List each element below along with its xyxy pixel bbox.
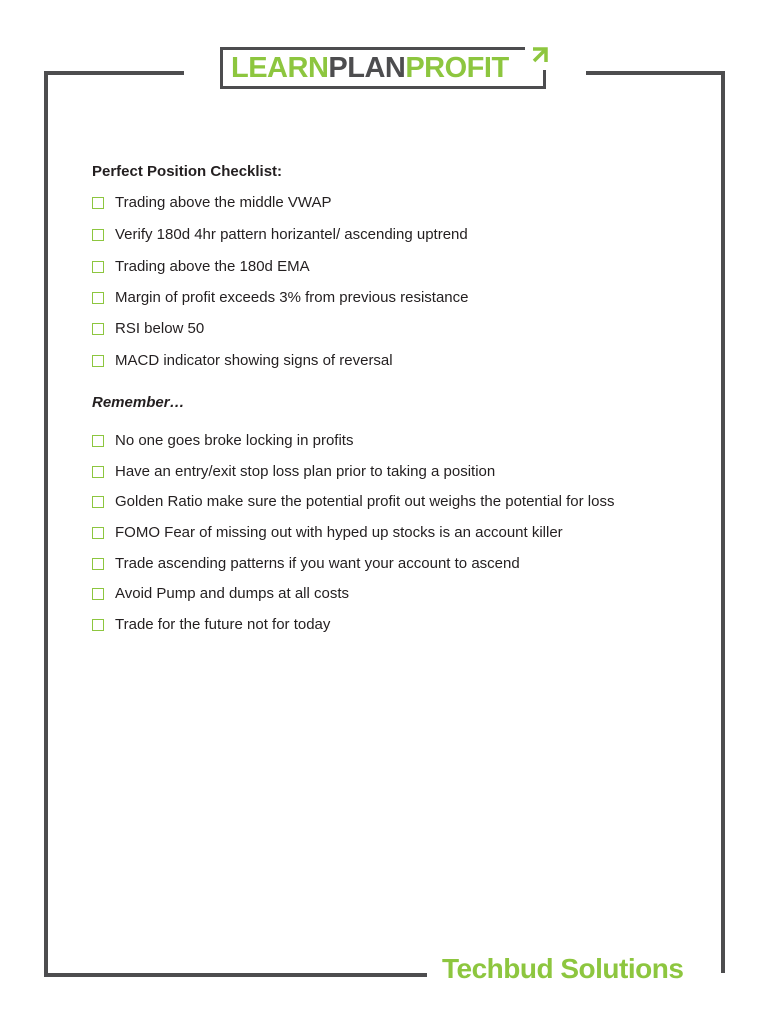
remember-item-label: Golden Ratio make sure the potential profit out weighs the potential for loss bbox=[115, 493, 615, 510]
frame-bottom bbox=[44, 973, 427, 977]
remember-item-label: Trade ascending patterns if you want your account to ascend bbox=[115, 555, 520, 572]
footer-brand: Techbud Solutions bbox=[442, 953, 684, 984]
checklist-item-label: MACD indicator showing signs of reversal bbox=[115, 352, 393, 369]
checkbox[interactable] bbox=[92, 261, 104, 273]
checklist-item[interactable] bbox=[92, 226, 468, 243]
frame-top-right bbox=[586, 71, 725, 75]
logo-plan: PLAN bbox=[328, 51, 406, 84]
frame-top-left bbox=[44, 71, 184, 75]
checkbox[interactable] bbox=[92, 558, 104, 570]
checkbox[interactable] bbox=[92, 197, 104, 209]
remember-item[interactable] bbox=[92, 555, 520, 572]
remember-item-label: Avoid Pump and dumps at all costs bbox=[115, 585, 350, 602]
remember-heading: Remember… bbox=[92, 394, 185, 411]
logo-learn: LEARN bbox=[231, 51, 329, 84]
checkbox[interactable] bbox=[92, 323, 104, 335]
remember-item[interactable] bbox=[92, 524, 563, 541]
logo-profit: PROFIT bbox=[405, 51, 509, 84]
remember-item[interactable] bbox=[92, 463, 495, 480]
remember-item[interactable] bbox=[92, 493, 614, 510]
checkbox[interactable] bbox=[92, 355, 104, 367]
checklist-item[interactable] bbox=[92, 320, 204, 337]
checkbox[interactable] bbox=[92, 435, 104, 447]
remember-item[interactable] bbox=[92, 585, 349, 602]
checkbox[interactable] bbox=[92, 229, 104, 241]
checklist-item-label: Verify 180d 4hr pattern horizantel/ ascending uptrend bbox=[115, 226, 468, 243]
checkbox[interactable] bbox=[92, 466, 104, 478]
remember-item[interactable] bbox=[92, 432, 353, 449]
logo bbox=[220, 47, 546, 89]
checkbox[interactable] bbox=[92, 496, 104, 508]
checklist-item-label: RSI below 50 bbox=[115, 320, 205, 337]
checklist-item[interactable] bbox=[92, 194, 332, 211]
logo-wordmark bbox=[231, 51, 509, 84]
checkbox[interactable] bbox=[92, 527, 104, 539]
remember-item-label: FOMO Fear of missing out with hyped up stocks is an account killer bbox=[115, 524, 563, 541]
checklist-heading: Perfect Position Checklist: bbox=[92, 163, 283, 180]
remember-item-label: Have an entry/exit stop loss plan prior to taking a position bbox=[115, 463, 496, 480]
frame-right bbox=[721, 71, 725, 973]
checkbox[interactable] bbox=[92, 588, 104, 600]
remember-item-label: Trade for the future not for today bbox=[115, 616, 331, 633]
remember-item[interactable] bbox=[92, 616, 330, 633]
remember-item-label: No one goes broke locking in profits bbox=[115, 432, 354, 449]
checklist-item-label: Trading above the middle VWAP bbox=[115, 194, 332, 211]
checklist-item[interactable] bbox=[92, 258, 310, 275]
checklist-item-label: Trading above the 180d EMA bbox=[115, 258, 310, 275]
frame-left bbox=[44, 71, 48, 977]
checklist-item[interactable] bbox=[92, 289, 469, 306]
checklist-item[interactable] bbox=[92, 352, 393, 369]
checkbox[interactable] bbox=[92, 292, 104, 304]
checklist-item-label: Margin of profit exceeds 3% from previous resistance bbox=[115, 289, 469, 306]
checkbox[interactable] bbox=[92, 619, 104, 631]
arrow-up-right-icon bbox=[525, 44, 551, 70]
